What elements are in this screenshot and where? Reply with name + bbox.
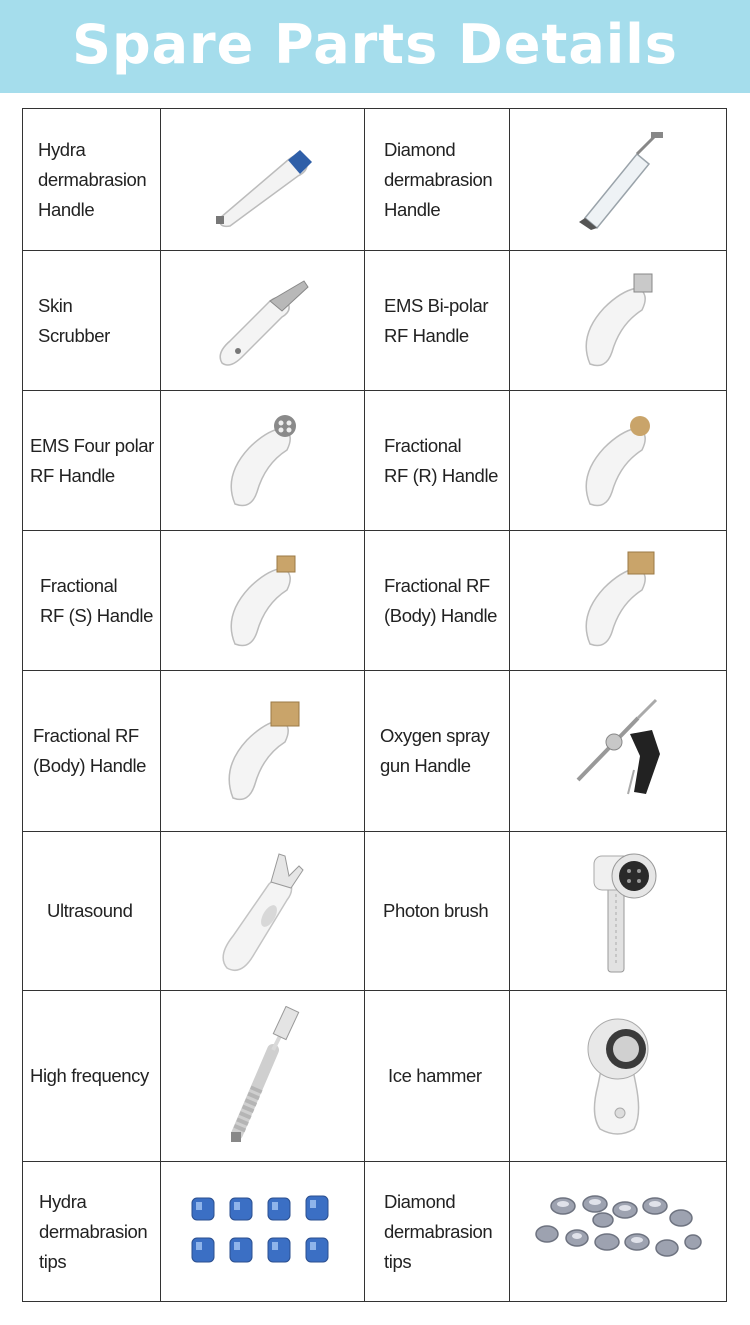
fractional-rf-body-handle-icon: [568, 546, 668, 656]
skin-scrubber-icon: [208, 271, 318, 371]
fractional-rf-r-handle-icon: [568, 406, 668, 516]
part-label: Ice hammer: [365, 991, 510, 1162]
part-label: Fractional RF (S) Handle: [23, 531, 161, 671]
photon-brush-icon: [568, 846, 668, 976]
table-row: [23, 251, 727, 391]
diamond-tips-icon: [533, 1192, 703, 1272]
part-label: Diamond dermabrasion Handle: [365, 109, 510, 251]
spare-parts-table: [22, 108, 727, 1302]
part-image: [161, 671, 365, 832]
part-label: Oxygen spray gun Handle: [365, 671, 510, 832]
high-frequency-wand-icon: [213, 1006, 313, 1146]
part-image: [510, 1162, 727, 1302]
table-row: [23, 531, 727, 671]
part-label: Fractional RF (Body) Handle: [23, 671, 161, 832]
part-image: [161, 391, 365, 531]
fractional-rf-s-handle-icon: [213, 546, 313, 656]
hydra-tips-icon: [188, 1192, 338, 1272]
part-label: Ultrasound: [23, 832, 161, 991]
part-label: EMS Bi-polar RF Handle: [365, 251, 510, 391]
part-image: [510, 109, 727, 251]
part-label: Diamond dermabrasion tips: [365, 1162, 510, 1302]
page-title: Spare Parts Details: [72, 13, 678, 76]
oxygen-spray-gun-icon: [568, 694, 668, 809]
hydra-handle-icon: [208, 130, 318, 230]
part-label: Hydra dermabrasion tips: [23, 1162, 161, 1302]
part-image: [510, 251, 727, 391]
ultrasound-handle-icon: [213, 846, 313, 976]
part-label: Skin Scrubber: [23, 251, 161, 391]
table-row: [23, 832, 727, 991]
part-label: Fractional RF (Body) Handle: [365, 531, 510, 671]
part-label: Photon brush: [365, 832, 510, 991]
ems-fourpolar-handle-icon: [213, 406, 313, 516]
part-image: [161, 531, 365, 671]
part-label: Fractional RF (R) Handle: [365, 391, 510, 531]
part-image: [510, 391, 727, 531]
fractional-rf-body-handle-icon: [213, 694, 313, 809]
part-label: EMS Four polar RF Handle: [23, 391, 161, 531]
table-row: [23, 391, 727, 531]
part-image: [161, 1162, 365, 1302]
part-image: [510, 671, 727, 832]
part-label: Hydra dermabrasion Handle: [23, 109, 161, 251]
part-label: High frequency: [23, 991, 161, 1162]
title-banner: [0, 0, 750, 93]
diamond-handle-icon: [563, 130, 673, 230]
part-image: [161, 991, 365, 1162]
part-image: [161, 109, 365, 251]
part-image: [510, 531, 727, 671]
part-image: [161, 832, 365, 991]
table-row: [23, 991, 727, 1162]
part-image: [510, 832, 727, 991]
ice-hammer-icon: [568, 1011, 668, 1141]
ems-bipolar-handle-icon: [568, 266, 668, 376]
table-row: [23, 1162, 727, 1302]
table-row: [23, 671, 727, 832]
part-image: [510, 991, 727, 1162]
table-row: [23, 109, 727, 251]
part-image: [161, 251, 365, 391]
